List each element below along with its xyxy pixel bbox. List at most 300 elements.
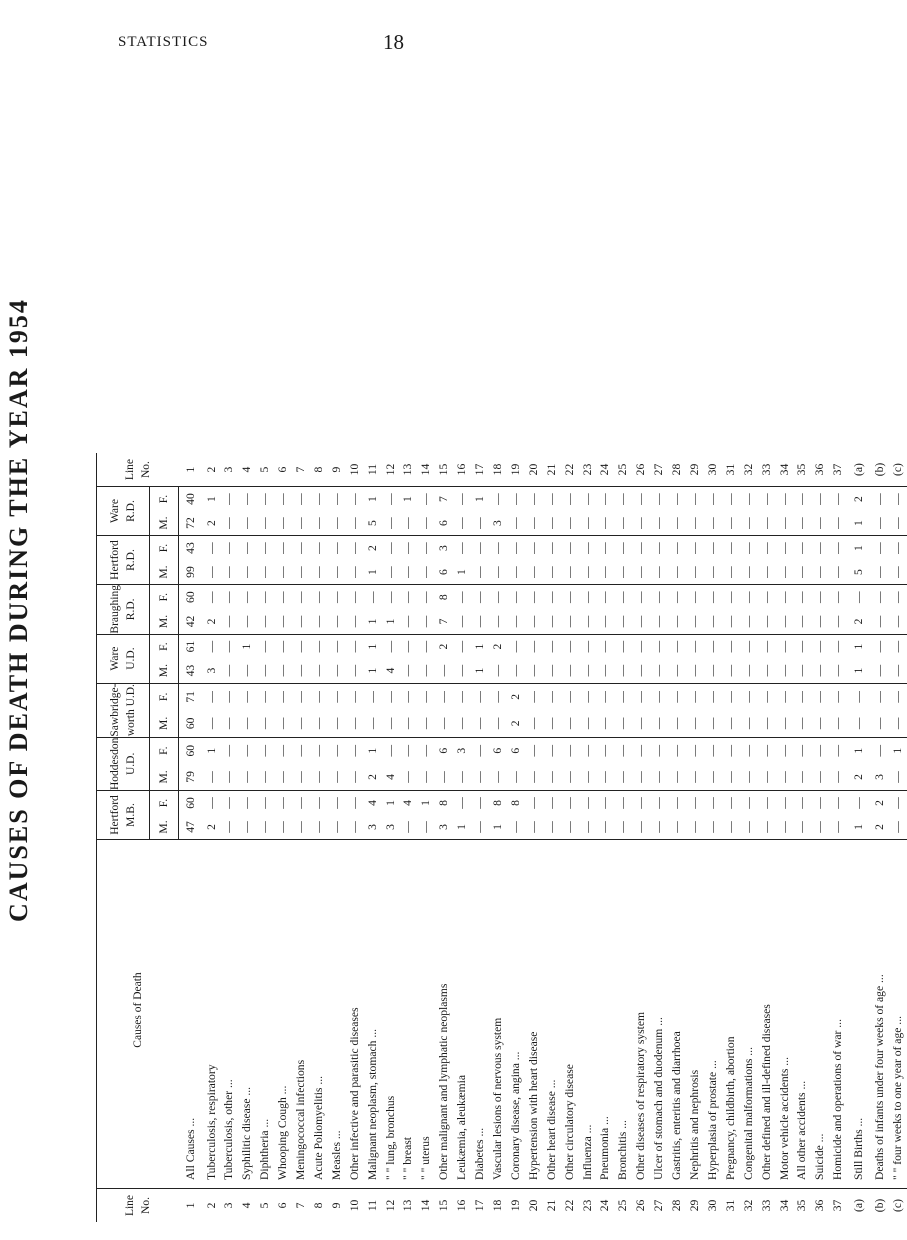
count-cell: — (670, 542, 684, 554)
count-cell: 1 (453, 560, 471, 585)
count-cell: — (811, 609, 829, 634)
count-cell: — (543, 511, 561, 536)
count-cell: — (852, 797, 866, 809)
count-cell: — (614, 764, 632, 791)
count-cell: — (889, 815, 907, 840)
count-cell: — (294, 744, 308, 757)
count-cell: — (596, 609, 614, 634)
count-cell: 6 (437, 747, 451, 754)
count-cell: 4 (365, 800, 379, 806)
count-cell: — (561, 659, 579, 684)
count-cell: — (543, 609, 561, 634)
count-cell: — (258, 797, 272, 809)
count-cell: 1 (852, 545, 866, 551)
count-cell: — (668, 560, 686, 585)
line-number: 22 (561, 453, 579, 487)
line-number: 6 (276, 1202, 290, 1209)
count-cell: 1 (401, 496, 415, 502)
count-cell: — (562, 542, 576, 554)
count-cell: — (399, 560, 417, 585)
count-cell: — (741, 493, 755, 505)
count-cell: — (455, 640, 469, 653)
count-cell: — (238, 815, 256, 840)
count-cell: — (829, 815, 847, 840)
count-cell: 60 (183, 744, 197, 757)
count-cell: 7 (435, 609, 453, 634)
sex-header: F. (150, 585, 179, 610)
sex-header: M. (150, 710, 179, 737)
count-cell: — (758, 511, 776, 536)
count-cell: — (508, 640, 522, 653)
count-cell: — (889, 764, 907, 791)
count-cell: — (758, 815, 776, 840)
count-cell: — (311, 691, 325, 703)
count-cell: — (544, 493, 558, 505)
line-number: 32 (740, 453, 758, 487)
count-cell: — (471, 764, 489, 791)
count-cell: — (598, 797, 612, 809)
count-cell: 2 (847, 609, 871, 634)
line-number: 7 (292, 453, 310, 487)
count-cell: — (650, 609, 668, 634)
cause-label: All other accidents ... (793, 840, 811, 1189)
count-cell: — (526, 493, 540, 505)
line-number: 10 (346, 453, 364, 487)
count-cell: — (240, 493, 254, 505)
line-number: 22 (562, 1199, 576, 1212)
count-cell: — (889, 511, 907, 536)
cause-label: Suicide ... (811, 840, 829, 1189)
count-cell: — (525, 560, 543, 585)
count-cell: 6 (435, 511, 453, 536)
count-cell: 3 (382, 815, 400, 840)
count-cell: — (616, 591, 630, 603)
count-cell: — (329, 691, 343, 703)
count-cell: — (722, 659, 740, 684)
count-cell: — (489, 609, 507, 634)
count-cell: 6 (508, 747, 522, 754)
count-cell: — (579, 710, 597, 737)
cause-label: Deaths of infants under four weeks of age ... (871, 840, 889, 1189)
count-cell: — (705, 691, 719, 703)
count-cell: — (240, 591, 254, 603)
page-number: 18 (383, 30, 404, 54)
count-cell: 1 (365, 643, 379, 650)
count-cell: — (741, 691, 755, 703)
count-cell: — (383, 591, 397, 603)
count-cell: — (813, 640, 827, 653)
count-cell: — (346, 710, 364, 737)
count-cell: — (328, 659, 346, 684)
count-cell: — (562, 591, 576, 603)
count-cell: — (652, 640, 666, 653)
line-number: (c) (891, 1199, 905, 1212)
count-cell: — (310, 560, 328, 585)
count-cell: — (670, 797, 684, 809)
table-row (346, 453, 364, 1222)
cause-label: Leukæmia, aleukæmia (453, 840, 471, 1189)
count-cell: — (705, 493, 719, 505)
count-cell: — (579, 560, 597, 585)
line-number: 33 (759, 1199, 773, 1212)
count-cell: — (871, 609, 889, 634)
line-number: 6 (274, 453, 292, 487)
count-cell: 2 (491, 643, 504, 650)
count-cell: — (598, 691, 612, 703)
count-cell: — (705, 797, 719, 809)
count-cell: — (471, 815, 489, 840)
count-cell: — (435, 659, 453, 684)
count-cell: — (417, 511, 435, 536)
count-cell: — (831, 744, 845, 757)
count-cell: — (596, 659, 614, 684)
count-cell: — (525, 609, 543, 634)
count-cell: — (687, 542, 701, 554)
count-cell: — (614, 560, 632, 585)
count-cell: 5 (364, 511, 382, 536)
count-cell: — (544, 640, 558, 653)
count-cell: — (203, 560, 221, 585)
count-cell: — (871, 511, 889, 536)
count-cell: — (561, 710, 579, 737)
count-cell: — (346, 609, 364, 634)
line-number: 12 (382, 453, 400, 487)
sex-header: F. (150, 536, 179, 561)
count-cell: — (614, 815, 632, 840)
count-cell: — (811, 560, 829, 585)
count-cell: 1 (847, 815, 871, 840)
count-cell: — (544, 797, 558, 809)
line-number: 17 (471, 453, 489, 487)
count-cell: — (580, 640, 594, 653)
line-number: 14 (417, 453, 435, 487)
line-number: 2 (204, 1202, 218, 1209)
count-cell: — (258, 691, 272, 703)
count-cell: — (650, 710, 668, 737)
count-cell: — (347, 797, 361, 809)
count-cell: — (294, 493, 308, 505)
table-row (364, 453, 382, 1222)
count-cell: — (670, 691, 684, 703)
count-cell: — (889, 710, 907, 737)
count-cell: — (777, 640, 791, 653)
line-number: 27 (652, 1199, 666, 1212)
count-cell: — (276, 744, 290, 757)
count-cell: — (543, 659, 561, 684)
count-cell: — (634, 744, 648, 757)
count-cell: — (419, 640, 433, 653)
cause-label: " " lung, bronchus (382, 840, 400, 1189)
count-cell: — (417, 560, 435, 585)
count-cell: 42 (179, 609, 203, 634)
count-cell: — (256, 764, 274, 791)
count-cell: — (346, 511, 364, 536)
count-cell: — (258, 542, 272, 554)
count-cell: — (525, 511, 543, 536)
count-cell: — (240, 744, 254, 757)
count-cell: — (346, 659, 364, 684)
count-cell: — (614, 710, 632, 737)
count-cell: — (347, 744, 361, 757)
count-cell: — (579, 511, 597, 536)
count-cell: 8 (491, 800, 504, 806)
count-cell: — (435, 710, 453, 737)
count-cell: — (276, 542, 290, 554)
table-row (793, 453, 811, 1222)
count-cell: — (831, 691, 845, 703)
count-cell: — (686, 511, 704, 536)
table-row (758, 453, 776, 1222)
count-cell: — (873, 744, 887, 757)
count-cell: — (329, 744, 343, 757)
cause-label: Other malignant and lymphatic neoplasms (435, 840, 453, 1189)
table-row (704, 453, 722, 1222)
count-cell: — (873, 691, 887, 703)
count-cell: — (346, 560, 364, 585)
count-cell: — (419, 691, 433, 703)
count-cell: — (310, 609, 328, 634)
cause-label: " " uterus (417, 840, 435, 1189)
count-cell: — (383, 691, 397, 703)
count-cell: — (471, 560, 489, 585)
count-cell: 1 (852, 643, 866, 650)
count-cell: — (596, 764, 614, 791)
line-number: 15 (437, 1199, 451, 1212)
count-cell: — (704, 815, 722, 840)
count-cell: — (759, 797, 773, 809)
line-number: (b) (871, 453, 889, 487)
line-number: 4 (238, 453, 256, 487)
count-cell: — (829, 511, 847, 536)
line-number: 30 (705, 1199, 719, 1212)
count-cell: — (811, 764, 829, 791)
table-row (871, 453, 889, 1222)
count-cell: — (562, 493, 576, 505)
count-cell: — (687, 797, 701, 809)
count-cell: — (526, 640, 540, 653)
cause-label: Other circulatory disease (561, 840, 579, 1189)
table-row (525, 453, 543, 1222)
count-cell: 8 (437, 800, 451, 806)
count-cell: — (473, 691, 487, 703)
line-number: 17 (473, 1199, 487, 1212)
count-cell: — (489, 710, 507, 737)
sex-header: M. (150, 609, 179, 634)
line-number: 1 (179, 453, 203, 487)
line-number: 8 (311, 1202, 325, 1209)
sex-header: F. (150, 683, 179, 710)
count-cell: — (668, 764, 686, 791)
count-cell: — (758, 659, 776, 684)
count-cell: — (240, 691, 254, 703)
count-cell: — (795, 591, 809, 603)
count-cell: — (417, 815, 435, 840)
count-cell: — (634, 591, 648, 603)
count-cell: — (668, 710, 686, 737)
cause-label: Pregnancy, childbirth, abortion (722, 840, 740, 1189)
district-header: Ware U.D. (97, 634, 150, 683)
count-cell: 1 (364, 609, 382, 634)
count-cell: — (758, 764, 776, 791)
count-cell: 1 (453, 815, 471, 840)
count-cell: 1 (847, 511, 871, 536)
count-cell: — (383, 493, 397, 505)
count-cell: — (741, 797, 755, 809)
count-cell: 1 (419, 800, 433, 806)
count-cell: — (328, 815, 346, 840)
count-cell: — (491, 542, 504, 554)
sex-header: M. (150, 560, 179, 585)
count-cell: — (652, 493, 666, 505)
count-cell: — (831, 797, 845, 809)
sex-header: M. (150, 659, 179, 684)
count-cell: — (705, 542, 719, 554)
line-number: (a) (852, 1199, 866, 1212)
count-cell: — (292, 815, 310, 840)
cause-label: Congenital malformations ... (740, 840, 758, 1189)
count-cell: — (652, 591, 666, 603)
sex-header: F. (150, 634, 179, 659)
count-cell: — (616, 691, 630, 703)
line-number: 31 (723, 1199, 737, 1212)
count-cell: 7 (437, 496, 451, 502)
count-cell: — (634, 797, 648, 809)
line-number: 21 (544, 1199, 558, 1212)
count-cell: — (777, 591, 791, 603)
count-cell: — (687, 591, 701, 603)
count-cell: — (650, 764, 668, 791)
count-cell: — (274, 764, 292, 791)
count-cell: 2 (871, 815, 889, 840)
table-row (179, 453, 203, 1222)
count-cell: — (471, 710, 489, 737)
count-cell: — (852, 691, 866, 703)
count-cell: 2 (437, 643, 451, 650)
count-cell: — (811, 511, 829, 536)
line-number: 3 (220, 453, 238, 487)
count-cell: — (580, 591, 594, 603)
table-row (596, 453, 614, 1222)
count-cell: — (220, 511, 238, 536)
count-cell: 8 (508, 800, 522, 806)
count-cell: — (776, 764, 794, 791)
count-cell: — (562, 744, 576, 757)
count-cell: — (668, 609, 686, 634)
count-cell: — (873, 591, 887, 603)
count-cell: — (670, 493, 684, 505)
count-cell: — (222, 691, 236, 703)
line-number: 26 (632, 453, 650, 487)
count-cell: — (310, 764, 328, 791)
count-cell: — (222, 542, 236, 554)
count-cell: 2 (852, 496, 866, 502)
count-cell: — (238, 511, 256, 536)
count-cell: — (759, 640, 773, 653)
count-cell: — (399, 609, 417, 634)
count-cell: — (365, 591, 379, 603)
count-cell: — (399, 511, 417, 536)
table-row (238, 453, 256, 1222)
count-cell: — (292, 609, 310, 634)
count-cell: — (776, 815, 794, 840)
count-cell: — (616, 640, 630, 653)
table-row (471, 453, 489, 1222)
line-number: 27 (650, 453, 668, 487)
line-number: 35 (793, 453, 811, 487)
count-cell: — (829, 710, 847, 737)
count-cell: — (891, 640, 905, 653)
count-cell: — (616, 797, 630, 809)
count-cell: — (561, 511, 579, 536)
count-cell: — (294, 542, 308, 554)
count-cell: — (795, 542, 809, 554)
count-cell: — (310, 659, 328, 684)
count-cell: 4 (382, 764, 400, 791)
count-cell: — (723, 744, 737, 757)
count-cell: 2 (507, 710, 525, 737)
count-cell: — (455, 797, 469, 809)
line-number: 24 (598, 1199, 612, 1212)
count-cell: — (220, 764, 238, 791)
count-cell: — (811, 815, 829, 840)
count-cell: — (616, 542, 630, 554)
count-cell: — (473, 797, 487, 809)
count-cell: — (891, 691, 905, 703)
count-cell: — (256, 710, 274, 737)
count-cell: — (722, 764, 740, 791)
count-cell: 43 (179, 659, 203, 684)
count-cell: — (561, 560, 579, 585)
count-cell: — (670, 640, 684, 653)
count-cell: — (598, 493, 612, 505)
count-cell: — (294, 797, 308, 809)
count-cell: 3 (203, 659, 221, 684)
line-number: 35 (795, 1199, 809, 1212)
count-cell: — (891, 493, 905, 505)
count-cell: — (668, 659, 686, 684)
count-cell: — (222, 797, 236, 809)
count-cell: — (543, 815, 561, 840)
count-cell: — (311, 542, 325, 554)
line-number: 11 (365, 1199, 379, 1212)
count-cell: — (203, 764, 221, 791)
count-cell: — (399, 710, 417, 737)
count-cell: — (311, 744, 325, 757)
line-number: 26 (634, 1199, 648, 1212)
table-row (399, 453, 417, 1222)
count-cell: — (740, 511, 758, 536)
count-cell: 71 (183, 691, 197, 703)
count-cell: — (580, 744, 594, 757)
count-cell: 1 (365, 496, 379, 502)
count-cell: — (383, 744, 397, 757)
count-cell: — (383, 640, 397, 653)
count-cell: — (813, 493, 827, 505)
causes-of-death-table (96, 453, 907, 1222)
line-number: 24 (596, 453, 614, 487)
count-cell: — (525, 764, 543, 791)
line-number: 9 (329, 1202, 343, 1209)
table-row (310, 453, 328, 1222)
count-cell: 4 (401, 800, 415, 806)
line-number: 11 (364, 453, 382, 487)
table-row (686, 453, 704, 1222)
count-cell: — (580, 542, 594, 554)
count-cell: — (777, 493, 791, 505)
count-cell: — (670, 591, 684, 603)
count-cell: — (489, 764, 507, 791)
count-cell: 2 (873, 800, 887, 806)
